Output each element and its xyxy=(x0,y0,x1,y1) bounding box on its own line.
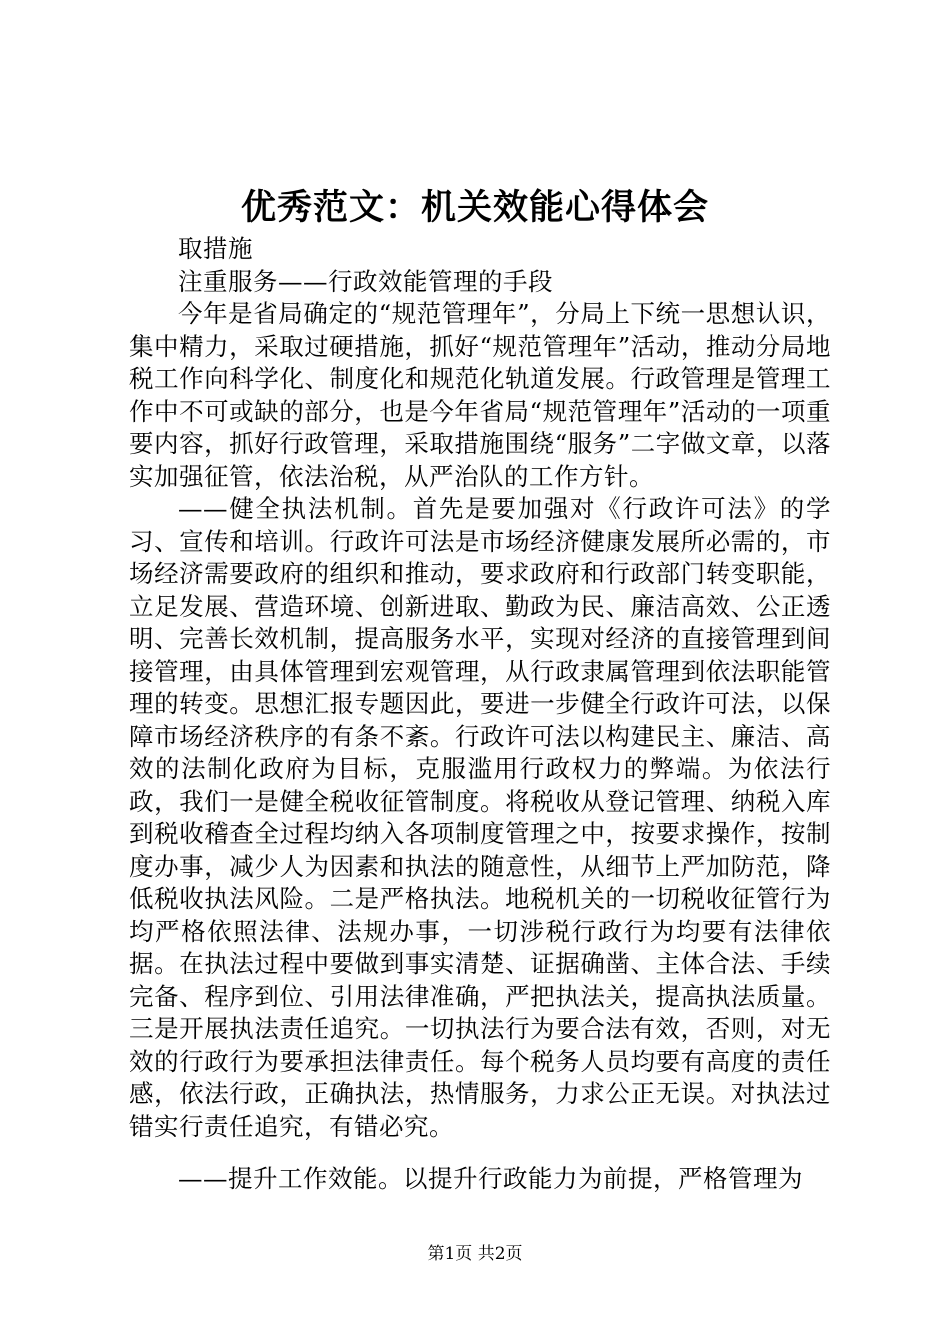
paragraph-efficiency: ——提升工作效能。以提升行政能力为前提，严格管理为 xyxy=(178,1164,803,1193)
page-footer: 第1页 共2页 xyxy=(427,1244,523,1264)
paragraph-measures: 取措施 xyxy=(178,234,253,263)
document-title: 优秀范文：机关效能心得体会 xyxy=(240,187,709,228)
paragraph-heading-service: 注重服务——行政效能管理的手段 xyxy=(178,266,553,296)
paragraph-law-enforcement: ——健全执法机制。首先是要加强对《行政许可法》的学习、宣传和培训。行政许可法是市场经济健康发展所必需的，市场经济需要政府的组织和推动，要求政府和行政部门转变职能，立足发展、营造环境、创新进取、勤政为民、廉洁高效、公正透明、完善长效机制，提高服务水平，实现对经济的直接管理到间接管理，由具体管理到宏观管理，从行政隶属管理到依法职能管理的转变。思想汇报专题因此，要进一步健全行政许可法，以保障市场经济秩序的有条不紊。行政许可法以构建民主、廉洁、高效的法制化政府为目标，克服滥用行政权力的弊端。为依法行政，我们一是健全税收征管制度。将税收从登记管理、纳税入库到税收稽查全过程均纳入各项制度管理之中，按要求操作，按制度办事，减少人为因素和执法的随意性，从细节上严加防范，降低税收执法风险。二是严格执法。地税机关的一切税收征管行为均严格依照法律、法规办事，一切涉税行政行为均要有法律依据。在执法过程中要做到事实清楚、证据确凿、主体合法、手续完备、程序到位、引用法律准确，严把执法关，提高执法质量。三是开展执法责任追究。一切执法行为要合法有效，否则，对无效的行政行为要承担法律责任。每个税务人员均要有高度的责任感，依法行政，正确执法，热情服务，力求公正无误。对执法过错实行责任追究，有错必究。 xyxy=(129,494,831,1141)
document-body xyxy=(129,233,831,1196)
paragraph-intro: 今年是省局确定的“规范管理年”，分局上下统一思想认识，集中精力，采取过硬措施，抓好“规范管理年”活动，推动分局地税工作向科学化、制度化和规范化轨道发展。行政管理是管理工作中不可或缺的部分，也是今年省局“规范管理年”活动的一项重要内容，抓好行政管理，采取措施围绕“服务”二字做文章，以落实加强征管，依法治税，从严治队的工作方针。 xyxy=(129,299,831,491)
